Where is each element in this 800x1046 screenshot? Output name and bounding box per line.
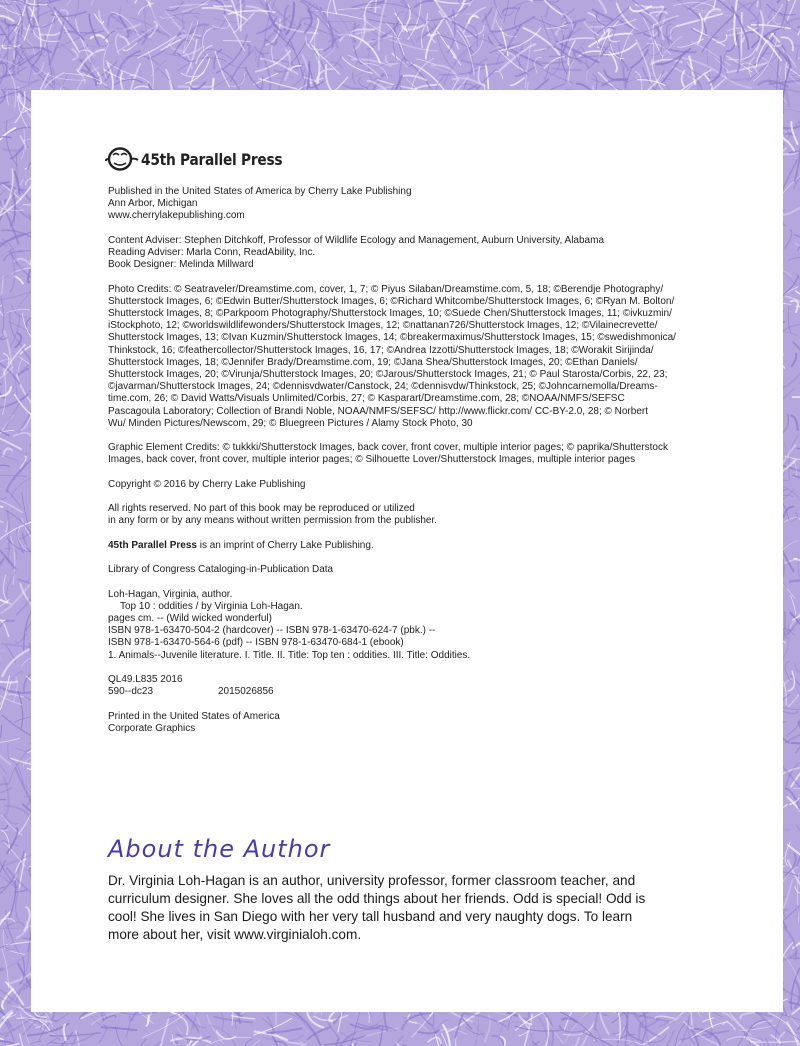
texture-stroke bbox=[8, 511, 10, 559]
texture-stroke bbox=[469, 16, 478, 23]
printed-block bbox=[108, 711, 708, 735]
rights-line: in any form or by any means without written permission from the publisher. bbox=[108, 515, 438, 527]
texture-stroke bbox=[492, 8, 497, 30]
texture-stroke bbox=[185, 59, 209, 84]
about-line: curriculum designer. She loves all the odd things about her friends. Odd is special! Odd is bbox=[108, 891, 646, 906]
texture-stroke bbox=[727, 1037, 761, 1041]
photo-credit-line: Shutterstock Images, 20; ©Virunja/Shutterstock Images, 20; ©Jarous/Shutterstock Images, 21; © Paul Starosta/Corbis, 22, 23; bbox=[108, 369, 668, 381]
texture-stroke bbox=[673, 0, 693, 12]
texture-stroke bbox=[114, 79, 142, 84]
texture-stroke bbox=[181, 73, 204, 77]
photo-credit-line: Shutterstock Images, 18; ©Jennifer Brady/Dreamstime.com, 19; ©Jana Shea/Shutterstock Images, 20; ©Ethan Daniels/ bbox=[108, 356, 638, 368]
texture-stroke bbox=[0, 1037, 4, 1040]
texture-stroke bbox=[326, 1020, 340, 1039]
texture-stroke bbox=[2, 715, 31, 736]
texture-stroke bbox=[794, 559, 800, 561]
cip-line: ISBN 978-1-63470-504-2 (hardcover) -- ISBN 978-1-63470-624-7 (pbk.) -- bbox=[108, 625, 436, 637]
texture-stroke bbox=[0, 465, 9, 466]
texture-stroke bbox=[0, 475, 26, 477]
texture-stroke bbox=[677, 14, 723, 26]
texture-stroke bbox=[494, 71, 503, 79]
cip-title: Top 10 : oddities / by Virginia Loh-Hagan. bbox=[120, 600, 303, 612]
texture-stroke bbox=[40, 33, 60, 35]
texture-stroke bbox=[790, 576, 800, 582]
texture-stroke bbox=[182, 0, 216, 12]
texture-stroke bbox=[214, 6, 232, 7]
texture-stroke bbox=[584, 22, 599, 35]
texture-stroke bbox=[330, 0, 337, 14]
texture-stroke bbox=[174, 16, 186, 24]
texture-stroke bbox=[796, 497, 800, 513]
texture-stroke bbox=[511, 78, 524, 85]
texture-stroke bbox=[725, 76, 751, 88]
texture-stroke bbox=[4, 947, 15, 949]
texture-stroke bbox=[515, 1026, 561, 1031]
photo-credit-line: time.com, 26; © David Watts/Visuals Unlimited/Corbis, 27; © Kasparart/Dreamstime.com, 28; ©NOAA/NMFS/SEFSC bbox=[108, 393, 625, 405]
texture-stroke bbox=[15, 890, 26, 892]
texture-stroke bbox=[792, 354, 796, 366]
texture-stroke bbox=[783, 711, 798, 713]
photo-credit-line: iStockphoto, 12; ©worldswildlifewonders/Shutterstock Images, 12; ©nattanan726/Shutterstock Images, 12; ©Vilainecrevette/ bbox=[108, 320, 658, 332]
texture-stroke bbox=[3, 353, 9, 364]
photo-credits-block bbox=[108, 284, 708, 430]
texture-stroke bbox=[245, 1039, 251, 1046]
publisher-url: www.cherrylakepublishing.com bbox=[108, 210, 245, 222]
book-designer: Book Designer: Melinda Millward bbox=[108, 259, 254, 271]
texture-stroke bbox=[156, 60, 166, 72]
texture-stroke bbox=[359, 77, 368, 88]
texture-stroke bbox=[504, 0, 510, 23]
advisers-block bbox=[108, 235, 708, 272]
dewey-class: 590--dc23 bbox=[108, 686, 154, 698]
texture-stroke bbox=[503, 8, 520, 13]
texture-stroke bbox=[456, 1037, 466, 1046]
texture-stroke bbox=[215, 19, 247, 24]
texture-stroke bbox=[503, 1021, 524, 1024]
texture-stroke bbox=[5, 521, 8, 532]
printer-line: Corporate Graphics bbox=[108, 722, 196, 734]
texture-stroke bbox=[440, 1029, 467, 1034]
texture-stroke bbox=[1, 620, 9, 636]
texture-stroke bbox=[49, 22, 63, 64]
imprint-name: 45th Parallel Press bbox=[108, 539, 197, 551]
texture-stroke bbox=[780, 1014, 800, 1032]
texture-stroke bbox=[126, 1016, 130, 1037]
cip-author: Loh-Hagan, Virginia, author. bbox=[108, 588, 233, 600]
texture-stroke bbox=[5, 1035, 10, 1046]
photo-credit-line: ©javarman/Shutterstock Images, 24; ©dennisvdwater/Canstock, 24; ©dennisvdw/Thinkstock, 25; ©Johncarnemolla/Dreams- bbox=[108, 381, 658, 393]
lc-class: QL49.L835 2016 bbox=[108, 673, 183, 685]
texture-stroke bbox=[485, 1016, 491, 1043]
texture-stroke bbox=[369, 20, 418, 25]
texture-stroke bbox=[259, 79, 296, 89]
texture-stroke bbox=[22, 493, 28, 523]
texture-stroke bbox=[620, 27, 635, 60]
photo-credit-line: Pascagoula Laboratory; Collection of Brandi Noble, NOAA/NMFS/SEFSC/ http://www.flickr.com/ CC-BY-2.0, 28; © Norbert bbox=[108, 405, 648, 417]
texture-stroke bbox=[416, 59, 435, 64]
texture-stroke bbox=[796, 738, 800, 752]
copyright-page-text bbox=[108, 186, 708, 747]
copyright-text: Copyright © 2016 by Cherry Lake Publishing bbox=[108, 478, 306, 490]
texture-stroke bbox=[128, 1041, 162, 1046]
texture-stroke bbox=[181, 1040, 192, 1046]
texture-stroke bbox=[791, 301, 798, 313]
texture-stroke bbox=[792, 384, 800, 397]
texture-stroke bbox=[507, 0, 532, 1]
texture-stroke bbox=[782, 707, 800, 710]
cip-block bbox=[108, 589, 708, 662]
texture-stroke bbox=[27, 1024, 69, 1036]
texture-stroke bbox=[630, 6, 651, 11]
imprint-text: is an imprint of Cherry Lake Publishing. bbox=[196, 539, 374, 551]
texture-stroke bbox=[221, 1013, 223, 1030]
texture-stroke bbox=[751, 1041, 799, 1042]
texture-stroke bbox=[0, 180, 9, 184]
texture-stroke bbox=[788, 671, 794, 691]
texture-stroke bbox=[785, 661, 790, 681]
graphic-credit-line: Images, back cover, front cover, multiple interior pages; © Silhouette Lover/Shutterstock Images, multiple interior pages bbox=[108, 454, 636, 466]
texture-stroke bbox=[790, 88, 800, 92]
texture-stroke bbox=[784, 612, 786, 639]
texture-stroke bbox=[90, 42, 113, 47]
texture-stroke bbox=[0, 512, 3, 522]
classification-block bbox=[108, 674, 708, 698]
photo-credit-line: Thinkstock, 16; ©feathercollector/Shutterstock Images, 16, 17; ©Andrea Izzotti/Shutterstock Images, 18; ©Worakit Sirijinda/ bbox=[108, 344, 654, 356]
texture-stroke bbox=[228, 63, 246, 68]
photo-credit-line: Shutterstock Images, 6; ©Edwin Butter/Shutterstock Images, 6; ©Richard Whitcombe/Shutterstock Images, 6; ©Ryan M. Bolton/ bbox=[108, 295, 675, 307]
texture-stroke bbox=[788, 257, 800, 263]
texture-stroke bbox=[483, 8, 492, 21]
texture-stroke bbox=[741, 13, 742, 62]
texture-stroke bbox=[710, 0, 715, 8]
texture-stroke bbox=[562, 1038, 579, 1046]
texture-stroke bbox=[717, 34, 727, 42]
about-line: cool! She lives in San Diego with her very tall husband and very naughty dogs. To learn bbox=[108, 909, 633, 924]
texture-stroke bbox=[0, 292, 31, 301]
texture-stroke bbox=[228, 1040, 260, 1046]
texture-stroke bbox=[795, 664, 800, 672]
texture-stroke bbox=[552, 68, 581, 70]
publisher-city: Ann Arbor, Michigan bbox=[108, 198, 198, 210]
texture-stroke bbox=[670, 25, 678, 39]
texture-stroke bbox=[24, 674, 30, 692]
texture-stroke bbox=[131, 1011, 138, 1021]
texture-stroke bbox=[0, 128, 15, 142]
texture-stroke bbox=[0, 1041, 13, 1045]
texture-stroke bbox=[15, 276, 24, 283]
texture-stroke bbox=[8, 321, 30, 333]
texture-stroke bbox=[3, 929, 4, 949]
photo-credit-line: Wu/ Minden Pictures/Newscom, 29; © Bluegreen Pictures / Alamy Stock Photo, 30 bbox=[108, 417, 473, 429]
texture-stroke bbox=[170, 4, 207, 7]
texture-stroke bbox=[13, 677, 17, 703]
texture-stroke bbox=[342, 85, 363, 89]
rights-line: All rights reserved. No part of this book may be reproduced or utilized bbox=[108, 503, 415, 515]
texture-stroke bbox=[91, 0, 105, 5]
reading-adviser: Reading Adviser: Marla Conn, ReadAbility, Inc. bbox=[108, 247, 316, 258]
texture-stroke bbox=[0, 800, 5, 805]
texture-stroke bbox=[16, 888, 20, 921]
texture-stroke bbox=[3, 448, 12, 456]
texture-stroke bbox=[0, 735, 10, 764]
texture-stroke bbox=[428, 1037, 441, 1043]
texture-stroke bbox=[557, 0, 566, 2]
texture-stroke bbox=[305, 11, 312, 32]
texture-stroke bbox=[796, 1031, 800, 1033]
texture-stroke bbox=[785, 230, 792, 248]
texture-stroke bbox=[0, 505, 3, 508]
texture-stroke bbox=[794, 788, 800, 789]
cip-line: pages cm. -- (Wild wicked wonderful) bbox=[108, 612, 272, 624]
texture-stroke bbox=[196, 45, 212, 63]
texture-stroke bbox=[0, 559, 4, 600]
texture-stroke bbox=[187, 0, 195, 2]
photo-credit-line: Photo Credits: © Seatraveler/Dreamstime.com, cover, 1, 7; © Piyus Silaban/Dreamstime.com, 5, 18; ©Berendje Photography/ bbox=[108, 283, 664, 295]
texture-stroke bbox=[455, 1014, 463, 1037]
cip-header bbox=[108, 564, 708, 576]
texture-stroke bbox=[8, 744, 12, 760]
texture-stroke bbox=[773, 14, 780, 24]
texture-stroke bbox=[203, 28, 213, 52]
texture-stroke bbox=[664, 1030, 675, 1046]
texture-stroke bbox=[0, 681, 2, 687]
texture-stroke bbox=[796, 291, 800, 296]
texture-stroke bbox=[183, 13, 189, 28]
texture-stroke bbox=[0, 738, 19, 742]
texture-stroke bbox=[466, 1027, 484, 1035]
imprint-line bbox=[108, 540, 708, 552]
texture-stroke bbox=[723, 1022, 735, 1029]
texture-stroke bbox=[793, 476, 800, 483]
texture-stroke bbox=[72, 1033, 78, 1046]
lccn: 2015026856 bbox=[218, 686, 274, 698]
texture-stroke bbox=[796, 243, 800, 254]
texture-stroke bbox=[64, 1025, 66, 1041]
texture-stroke bbox=[354, 23, 356, 42]
texture-stroke bbox=[559, 1025, 584, 1032]
about-author-heading: About the Author bbox=[108, 835, 331, 863]
about-line: Dr. Virginia Loh-Hagan is an author, university professor, former classroom teacher, and bbox=[108, 873, 636, 888]
graphic-credit-line: Graphic Element Credits: © tukkki/Shutterstock Images, back cover, front cover, multiple interior pages; © paprika/Shutterstock bbox=[108, 442, 668, 454]
publisher-logo bbox=[105, 145, 305, 173]
texture-stroke bbox=[267, 1028, 301, 1033]
texture-stroke bbox=[158, 1018, 169, 1046]
texture-stroke bbox=[555, 23, 565, 35]
texture-stroke bbox=[22, 533, 25, 544]
photo-credit-line: Shutterstock Images, 8; ©Parkpoom Photography/Shutterstock Images, 10; ©Suede Chen/Shutterstock Images, 11; ©ivkuzmin/ bbox=[108, 308, 672, 319]
texture-stroke bbox=[54, 1014, 68, 1022]
texture-stroke bbox=[245, 41, 256, 61]
texture-stroke bbox=[524, 28, 560, 55]
texture-stroke bbox=[495, 4, 502, 38]
texture-stroke bbox=[10, 446, 29, 454]
texture-stroke bbox=[0, 912, 10, 935]
texture-stroke bbox=[135, 86, 148, 88]
texture-stroke bbox=[443, 1025, 450, 1046]
texture-stroke bbox=[596, 1029, 613, 1046]
texture-stroke bbox=[740, 1013, 754, 1019]
cip-header-text: Library of Congress Cataloging-in-Publication Data bbox=[108, 564, 334, 576]
texture-stroke bbox=[789, 695, 799, 707]
texture-stroke bbox=[415, 1, 433, 7]
texture-stroke bbox=[190, 25, 208, 32]
texture-stroke bbox=[353, 72, 356, 84]
cip-line: ISBN 978-1-63470-564-6 (pdf) -- ISBN 978-1-63470-684-1 (ebook) bbox=[108, 637, 404, 649]
texture-stroke bbox=[703, 1018, 714, 1022]
about-author-text bbox=[108, 872, 668, 944]
texture-stroke bbox=[0, 788, 12, 793]
texture-stroke bbox=[232, 1016, 255, 1019]
rights-block bbox=[108, 503, 708, 527]
texture-stroke bbox=[791, 416, 797, 430]
publisher-block bbox=[108, 186, 708, 223]
texture-stroke bbox=[661, 40, 663, 66]
content-adviser: Content Adviser: Stephen Ditchkoff, Professor of Wildlife Ecology and Management, Auburn University, Alabama bbox=[108, 234, 605, 246]
texture-stroke bbox=[612, 0, 623, 1]
texture-stroke bbox=[587, 69, 589, 82]
texture-stroke bbox=[379, 0, 387, 49]
printed-line: Printed in the United States of America bbox=[108, 710, 280, 722]
press-face-icon bbox=[105, 146, 139, 172]
texture-stroke bbox=[4, 843, 25, 867]
texture-stroke bbox=[30, 1041, 42, 1046]
photo-credit-line: Shutterstock Images, 13; ©Ivan Kuzmin/Shutterstock Images, 14; ©breakermaximus/Shutterstock Images, 15; ©swedishmonica/ bbox=[108, 332, 676, 344]
texture-stroke bbox=[0, 433, 21, 449]
texture-stroke bbox=[788, 307, 791, 334]
texture-stroke bbox=[67, 0, 102, 6]
texture-stroke bbox=[338, 7, 381, 10]
texture-stroke bbox=[724, 77, 753, 80]
about-line: more about her, visit www.virginialoh.com. bbox=[108, 927, 362, 942]
texture-stroke bbox=[787, 0, 799, 20]
texture-stroke bbox=[180, 1016, 188, 1034]
texture-stroke bbox=[0, 651, 5, 661]
cip-line: 1. Animals--Juvenile literature. I. Title. II. Title: Top ten : oddities. III. Title: Oddities. bbox=[108, 649, 471, 661]
graphic-credits-block bbox=[108, 442, 708, 466]
logo-text: 45th Parallel Press bbox=[141, 149, 283, 169]
publisher-line: Published in the United States of America by Cherry Lake Publishing bbox=[108, 186, 412, 197]
texture-stroke bbox=[562, 1018, 577, 1022]
texture-stroke bbox=[127, 0, 142, 2]
texture-stroke bbox=[74, 0, 78, 19]
texture-stroke bbox=[665, 49, 696, 53]
texture-stroke bbox=[3, 928, 7, 938]
texture-stroke bbox=[325, 21, 354, 22]
texture-stroke bbox=[516, 1042, 540, 1046]
copyright-line bbox=[108, 479, 708, 491]
texture-stroke bbox=[503, 11, 513, 15]
texture-stroke bbox=[113, 1039, 146, 1046]
texture-stroke bbox=[794, 235, 800, 241]
